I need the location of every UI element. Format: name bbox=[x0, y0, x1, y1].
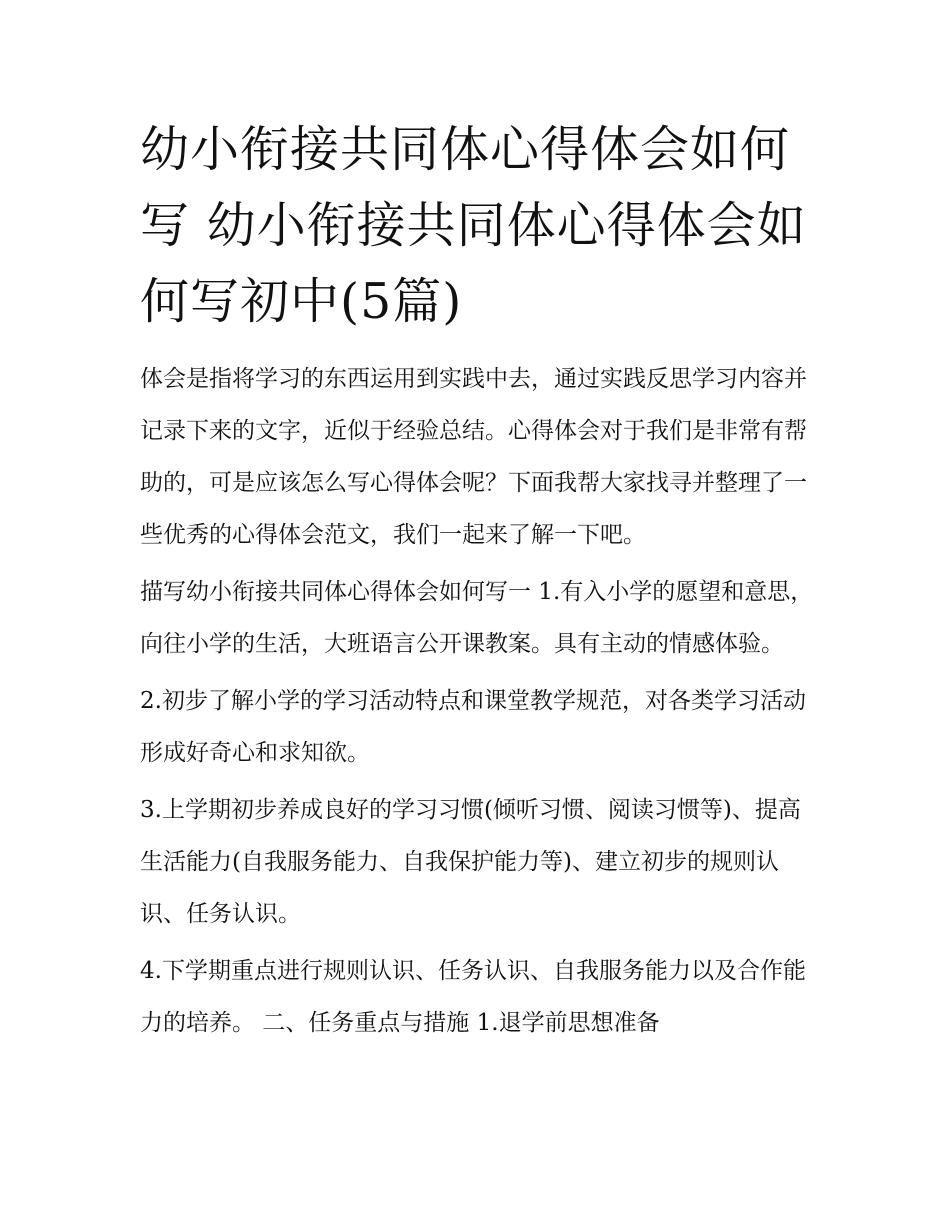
paragraph-item-3: 3.上学期初步养成良好的学习习惯(倾听习惯、阅读习惯等)、提高生活能力(自我服务能力、自我保护能力等)、建立初步的规则认识、任务认识。 bbox=[140, 797, 801, 927]
document-page bbox=[140, 112, 820, 1054]
paragraph-item-1: 描写幼小衔接共同体心得体会如何写一 1.有入小学的愿望和意思，向往小学的生活，大班语言公开课教案。具有主动的情感体验。 bbox=[140, 579, 814, 657]
document-body bbox=[140, 353, 820, 1049]
paragraph-item-4: 4.下学期重点进行规则认识、任务认识、自我服务能力以及合作能力的培养。 二、任务重点与措施 1.退学前思想准备 bbox=[140, 958, 806, 1036]
paragraph-intro: 体会是指将学习的东西运用到实践中去，通过实践反思学习内容并记录下来的文字，近似于经验总结。心得体会对于我们是非常有帮助的，可是应该怎么写心得体会呢？下面我帮大家找寻并整理了一些优秀的心得体会范文，我们一起来了解一下吧。 bbox=[140, 366, 807, 548]
document-title: 幼小衔接共同体心得体会如何写 幼小衔接共同体心得体会如何写初中(5篇) bbox=[140, 121, 807, 330]
paragraph-item-2: 2.初步了解小学的学习活动特点和课堂教学规范，对各类学习活动形成好奇心和求知欲。 bbox=[140, 688, 806, 766]
